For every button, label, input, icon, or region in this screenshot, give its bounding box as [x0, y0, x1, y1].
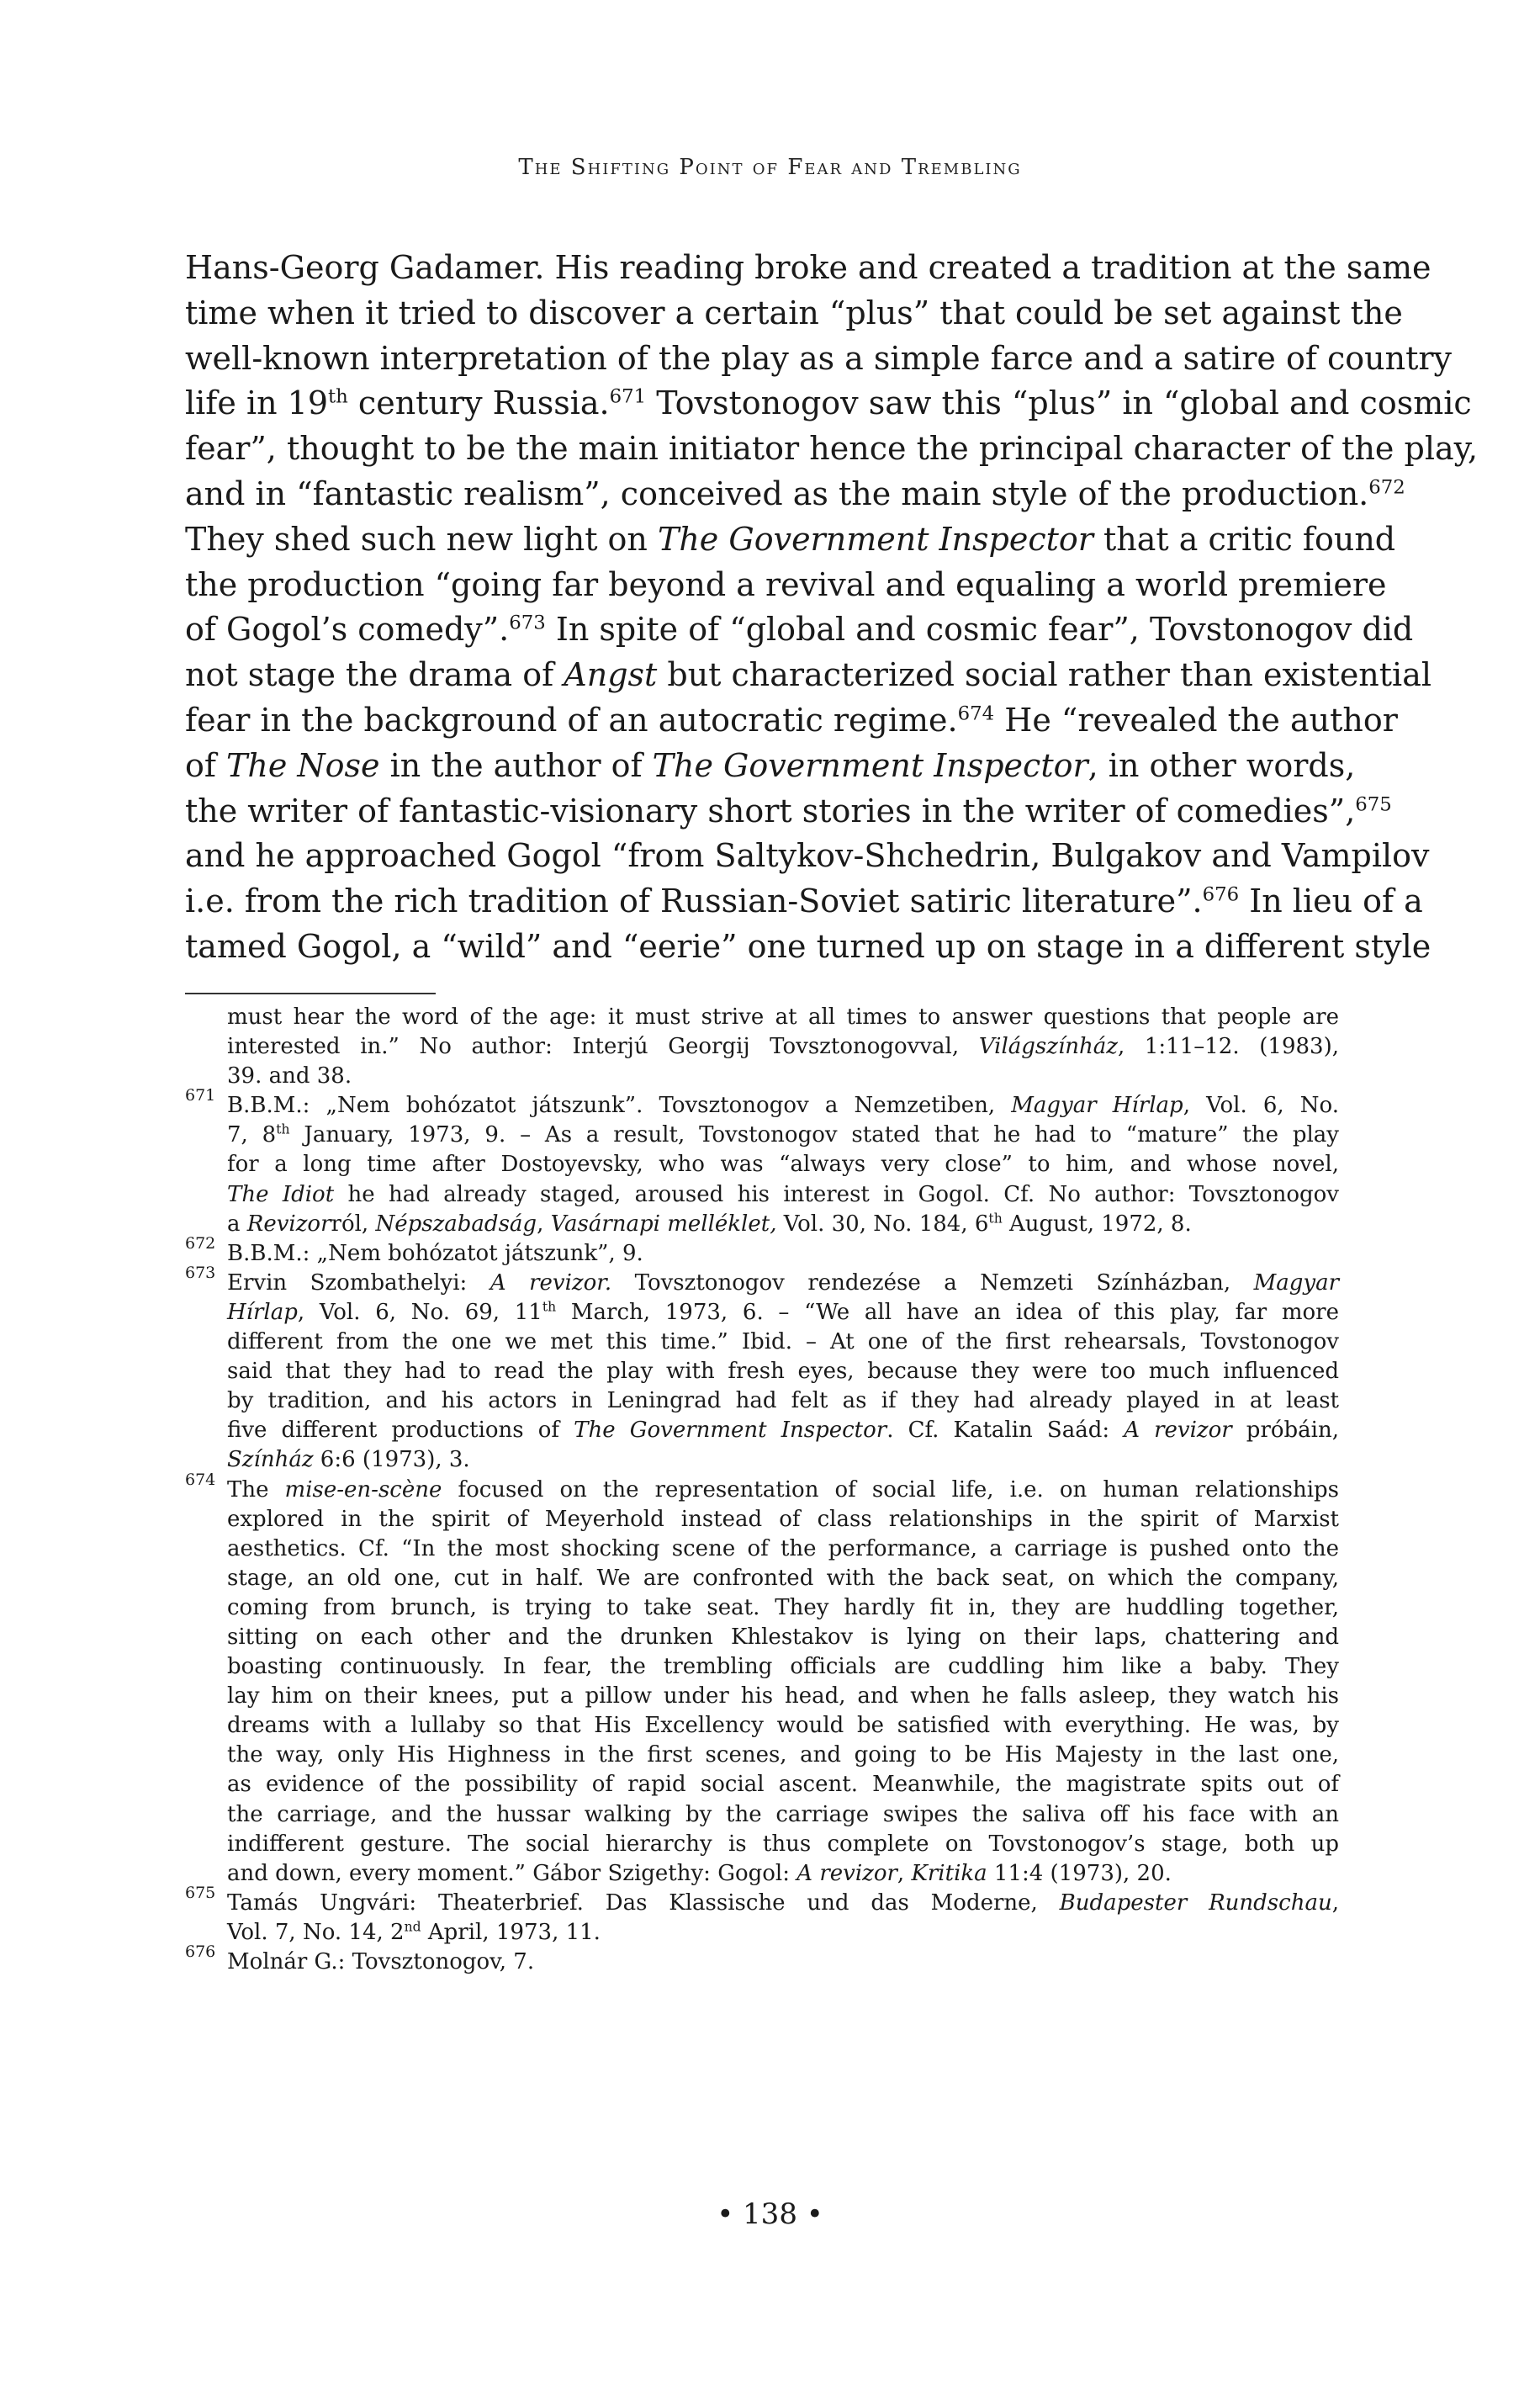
footnote-reference: 673 [509, 612, 546, 634]
text-run: 11:4 (1973), 20. [987, 1860, 1172, 1886]
body-line [185, 879, 1423, 925]
footnote-line [185, 1948, 1339, 1977]
text-run: Hans-Georg Gadamer. His reading broke and created a tradition at the same [185, 249, 1432, 286]
text-run: dreams with a lullaby so that His Excellency would be satisfied with everything. He was, by [227, 1713, 1339, 1739]
text-run: the way, only His Highness in the first scenes, and going to be His Majesty in the last one, [227, 1742, 1339, 1768]
italic-text: Népszabadság [375, 1211, 537, 1237]
footnote [185, 1883, 1339, 1948]
text-run: but characterized social rather than existential [657, 656, 1432, 694]
italic-text: A revizor [796, 1860, 897, 1886]
text-run: 6:6 (1973), 3. [313, 1447, 470, 1473]
footnote-reference: 674 [957, 702, 995, 725]
italic-text: Angst [564, 656, 658, 694]
footnote [185, 1003, 1339, 1091]
text-run: five different productions of [227, 1418, 574, 1444]
text-run: boasting continuously. In fear, the trembling officials are cuddling him like a baby. They [227, 1654, 1339, 1680]
text-run: and he approached Gogol “from Saltykov-Shchedrin, Bulgakov and Vampilov [185, 837, 1430, 875]
footnote-reference: 671 [609, 385, 647, 408]
footnote-reference: th [542, 1299, 557, 1315]
text-run: well-known interpretation of the play as a simple farce and a satire of country [185, 339, 1452, 377]
footnote-line [185, 1711, 1339, 1741]
page-number: • 138 • [717, 2197, 823, 2231]
footnote-number: 675 [185, 1883, 216, 1902]
italic-text: Revizor [246, 1211, 331, 1237]
footnote [185, 1086, 1340, 1238]
italic-text: Magyar Hírlap [1011, 1093, 1183, 1119]
text-run: focused on the representation of social life, i.e. on human relationships [442, 1476, 1339, 1503]
footnote-line [185, 1623, 1339, 1652]
footnote-reference: th [988, 1211, 1003, 1226]
body-line [185, 472, 1405, 517]
text-run: explored in the spirit of Meyerhold instead of class relationships in the spirit of Marxist [227, 1506, 1339, 1532]
text-run: ról, [331, 1211, 376, 1237]
italic-text: Színház [227, 1447, 314, 1473]
text-run: and in “fantastic realism”, conceived as the main style of the production. [185, 474, 1369, 512]
text-run: B.B.M.: „Nem bohózatot játszunk”. Tovsztonogov a Nemzetiben, [227, 1093, 1012, 1119]
text-run: century Russia. [347, 384, 610, 422]
italic-text: Vasárnapi melléklet, [550, 1211, 777, 1237]
footnote-separator [185, 993, 436, 994]
footnote-line [185, 1505, 1339, 1534]
text-run: March, 1973, 6. – “We all have an idea of this play, far more [556, 1299, 1339, 1325]
footnote-line [185, 1062, 1339, 1091]
text-run: said that they had to read the play with fresh eyes, because they were too much influenced [227, 1359, 1339, 1385]
text-run: Molnár G.: Tovsztonogov, 7. [227, 1949, 535, 1974]
footnote-line [185, 1593, 1339, 1623]
text-run: The [227, 1476, 285, 1503]
italic-text: A revizor [1124, 1418, 1232, 1444]
footnote-number: 674 [185, 1470, 216, 1489]
text-run: stage, an old one, cut in half. We are confronted with the back seat, on which the company, [227, 1565, 1339, 1591]
footnote-line [185, 1239, 1339, 1269]
footnote-line [185, 1445, 1339, 1475]
italic-text: The Government Inspector [574, 1418, 887, 1444]
text-run: and down, every moment.” Gábor Szigethy: Gogol: [227, 1860, 797, 1886]
text-run: fear”, thought to be the main initiator hence the principal character of the play, [185, 430, 1479, 468]
footnote-number: 671 [185, 1086, 216, 1105]
footnote [185, 1942, 1339, 1977]
footnote-line [185, 1770, 1339, 1799]
footnote-reference: 672 [1368, 476, 1405, 499]
italic-text: The Nose [226, 746, 380, 784]
body-line [185, 291, 1403, 337]
footnote-line [185, 1328, 1339, 1357]
body-line [185, 744, 1356, 789]
text-run: indifferent gesture. The social hierarchy is thus complete on Tovstonogov’s stage, both up [227, 1831, 1339, 1857]
italic-text: The Government Inspector [652, 746, 1088, 784]
text-run: August, 1972, 8. [1002, 1211, 1192, 1237]
text-run: he had already staged, aroused his interest in Gogol. Cf. No author: Tovsztonogov [334, 1181, 1339, 1207]
body-line [185, 563, 1387, 608]
footnote-reference: 676 [1202, 883, 1240, 906]
text-run: , 1:11–12. (1983), [1117, 1034, 1340, 1060]
italic-text: The Government Inspector [657, 520, 1093, 558]
text-run: lay him on their knees, put a pillow under his head, and when he falls asleep, they watch his [227, 1683, 1339, 1709]
italic-text: Hírlap [227, 1299, 298, 1325]
footnote-line [185, 1003, 1339, 1032]
text-run: They shed such new light on [185, 520, 658, 558]
footnote-line [185, 1534, 1339, 1564]
text-run: , [897, 1860, 912, 1886]
italic-text: A revizor. [490, 1269, 612, 1296]
body-line [185, 789, 1392, 835]
text-run: April, 1973, 11. [421, 1919, 601, 1945]
footnote-line [185, 1298, 1339, 1328]
text-run: Vol. 30, No. 184, 6 [776, 1211, 989, 1237]
text-run: tamed Gogol, a “wild” and “eerie” one turned up on stage in a different style [185, 927, 1432, 965]
footnote-line [185, 1386, 1339, 1416]
footnote-line [185, 1830, 1339, 1859]
footnote-number: 676 [185, 1942, 216, 1961]
footnote-number: 672 [185, 1233, 216, 1253]
main-text [185, 246, 1479, 970]
italic-text: Kritika [911, 1860, 987, 1886]
footnote-line [185, 1889, 1339, 1918]
footnote-line [185, 1357, 1339, 1386]
footnote-reference: nd [404, 1919, 421, 1935]
text-run: for a long time after Dostoyevsky, who was “always very close” to him, and whose novel, [227, 1152, 1339, 1178]
text-run: the production “going far beyond a revival and equaling a world premiere [185, 565, 1387, 603]
text-run: i.e. from the rich tradition of Russian-Soviet satiric literature”. [185, 882, 1203, 920]
footnote-line [185, 1091, 1339, 1121]
text-run: . Cf. Katalin Saád: [886, 1418, 1125, 1444]
body-line [185, 246, 1432, 291]
text-run: interested in.” No author: Interjú Georgij Tovsztonogovval, [227, 1034, 979, 1060]
footnote-reference: th [328, 385, 348, 408]
footnote-line [185, 1800, 1339, 1830]
footnote-line [185, 1652, 1339, 1682]
text-run: a [227, 1211, 247, 1237]
text-run: Vol. 7, No. 14, 2 [227, 1919, 405, 1945]
footnote-line [185, 1210, 1339, 1239]
body-line [185, 337, 1452, 382]
footnote-line [185, 1416, 1339, 1445]
text-run: , [1331, 1889, 1339, 1916]
italic-text: The Idiot [227, 1181, 335, 1207]
text-run: aesthetics. Cf. “In the most shocking scene of the performance, a carriage is pushed onto the [227, 1535, 1339, 1561]
text-run: of [185, 746, 227, 784]
italic-text: Budapester Rundschau [1059, 1889, 1332, 1916]
text-run: Ervin Szombathelyi: [227, 1269, 490, 1296]
body-line [185, 925, 1432, 970]
text-run: Tovsztonogov rendezése a Nemzeti Színházban, [611, 1269, 1254, 1296]
text-run: the writer of fantastic-visionary short stories in the writer of comedies”, [185, 792, 1356, 829]
text-run: in the author of [379, 746, 653, 784]
text-run: not stage the drama of [185, 656, 564, 694]
text-run: próbáin, [1231, 1418, 1340, 1444]
text-run: In spite of “global and cosmic fear”, Tovstonogov did [545, 611, 1414, 649]
text-run: , [537, 1211, 551, 1237]
body-line [185, 653, 1432, 698]
text-run: 7, 8 [227, 1122, 277, 1148]
body-line [185, 698, 1398, 744]
body-line [185, 381, 1472, 427]
text-run: Tovstonogov saw this “plus” in “global and cosmic [646, 384, 1472, 422]
italic-text: Magyar [1253, 1269, 1339, 1296]
footnote-line [185, 1180, 1339, 1210]
footnote-line [185, 1269, 1339, 1298]
footnotes [185, 1003, 1339, 1977]
footnote-reference: 675 [1355, 792, 1392, 815]
text-run: time when it tried to discover a certain “plus” that could be set against the [185, 294, 1403, 331]
running-head: The Shifting Point of Fear and Trembling [518, 155, 1022, 180]
footnote-line [185, 1918, 1339, 1948]
text-run: , Vol. 6, No. [1183, 1093, 1340, 1119]
italic-text: mise-en-scène [284, 1476, 442, 1503]
text-run: fear in the background of an autocratic regime. [185, 701, 958, 739]
text-run: must hear the word of the age: it must strive at all times to answer questions that people are [227, 1004, 1339, 1030]
footnote-number: 673 [185, 1263, 216, 1282]
footnote-reference: th [276, 1121, 290, 1137]
text-run: sitting on each other and the drunken Khlestakov is lying on their laps, chattering and [227, 1624, 1339, 1650]
footnote [185, 1263, 1340, 1476]
text-run: as evidence of the possibility of rapid social ascent. Meanwhile, the magistrate spits out of [227, 1772, 1339, 1798]
text-run: , in other words, [1088, 746, 1356, 784]
footnote [185, 1470, 1339, 1889]
text-run: that a critic found [1093, 520, 1396, 558]
body-line [185, 607, 1414, 653]
text-run: , Vol. 6, No. 69, 11 [297, 1299, 542, 1325]
footnote-line [185, 1859, 1339, 1889]
text-run: He “revealed the author [994, 701, 1398, 739]
footnote-line [185, 1121, 1339, 1150]
italic-text: Világszínház [978, 1034, 1118, 1060]
text-run: 39. and 38. [227, 1063, 352, 1089]
footnote-line [185, 1741, 1339, 1770]
body-line [185, 834, 1430, 879]
body-line [185, 517, 1396, 563]
footnote [185, 1233, 1339, 1269]
footnote-line [185, 1032, 1339, 1062]
text-run: Tamás Ungvári: Theaterbrief. Das Klassische und das Moderne, [227, 1889, 1060, 1916]
footnote-line [185, 1476, 1339, 1505]
text-run: different from the one we met this time.” Ibid. – At one of the first rehearsals, Tovstonogov [227, 1329, 1339, 1355]
body-line [185, 427, 1479, 472]
text-run: the carriage, and the hussar walking by the carriage swipes the saliva off his face with an [227, 1801, 1339, 1827]
text-run: life in 19 [185, 384, 328, 422]
footnote-line [185, 1682, 1339, 1711]
footnote-line [185, 1564, 1339, 1593]
text-run: by tradition, and his actors in Leningrad had felt as if they had already played in at least [227, 1388, 1339, 1414]
text-run: coming from brunch, is trying to take seat. They hardly fit in, they are huddling together, [227, 1594, 1339, 1620]
text-run: B.B.M.: „Nem bohózatot játszunk”, 9. [227, 1240, 643, 1266]
footnote-line [185, 1150, 1339, 1179]
text-run: In lieu of a [1239, 882, 1423, 920]
text-run: of Gogol’s comedy”. [185, 611, 510, 649]
text-run: January, 1973, 9. – As a result, Tovstonogov stated that he had to “mature” the play [289, 1122, 1339, 1148]
